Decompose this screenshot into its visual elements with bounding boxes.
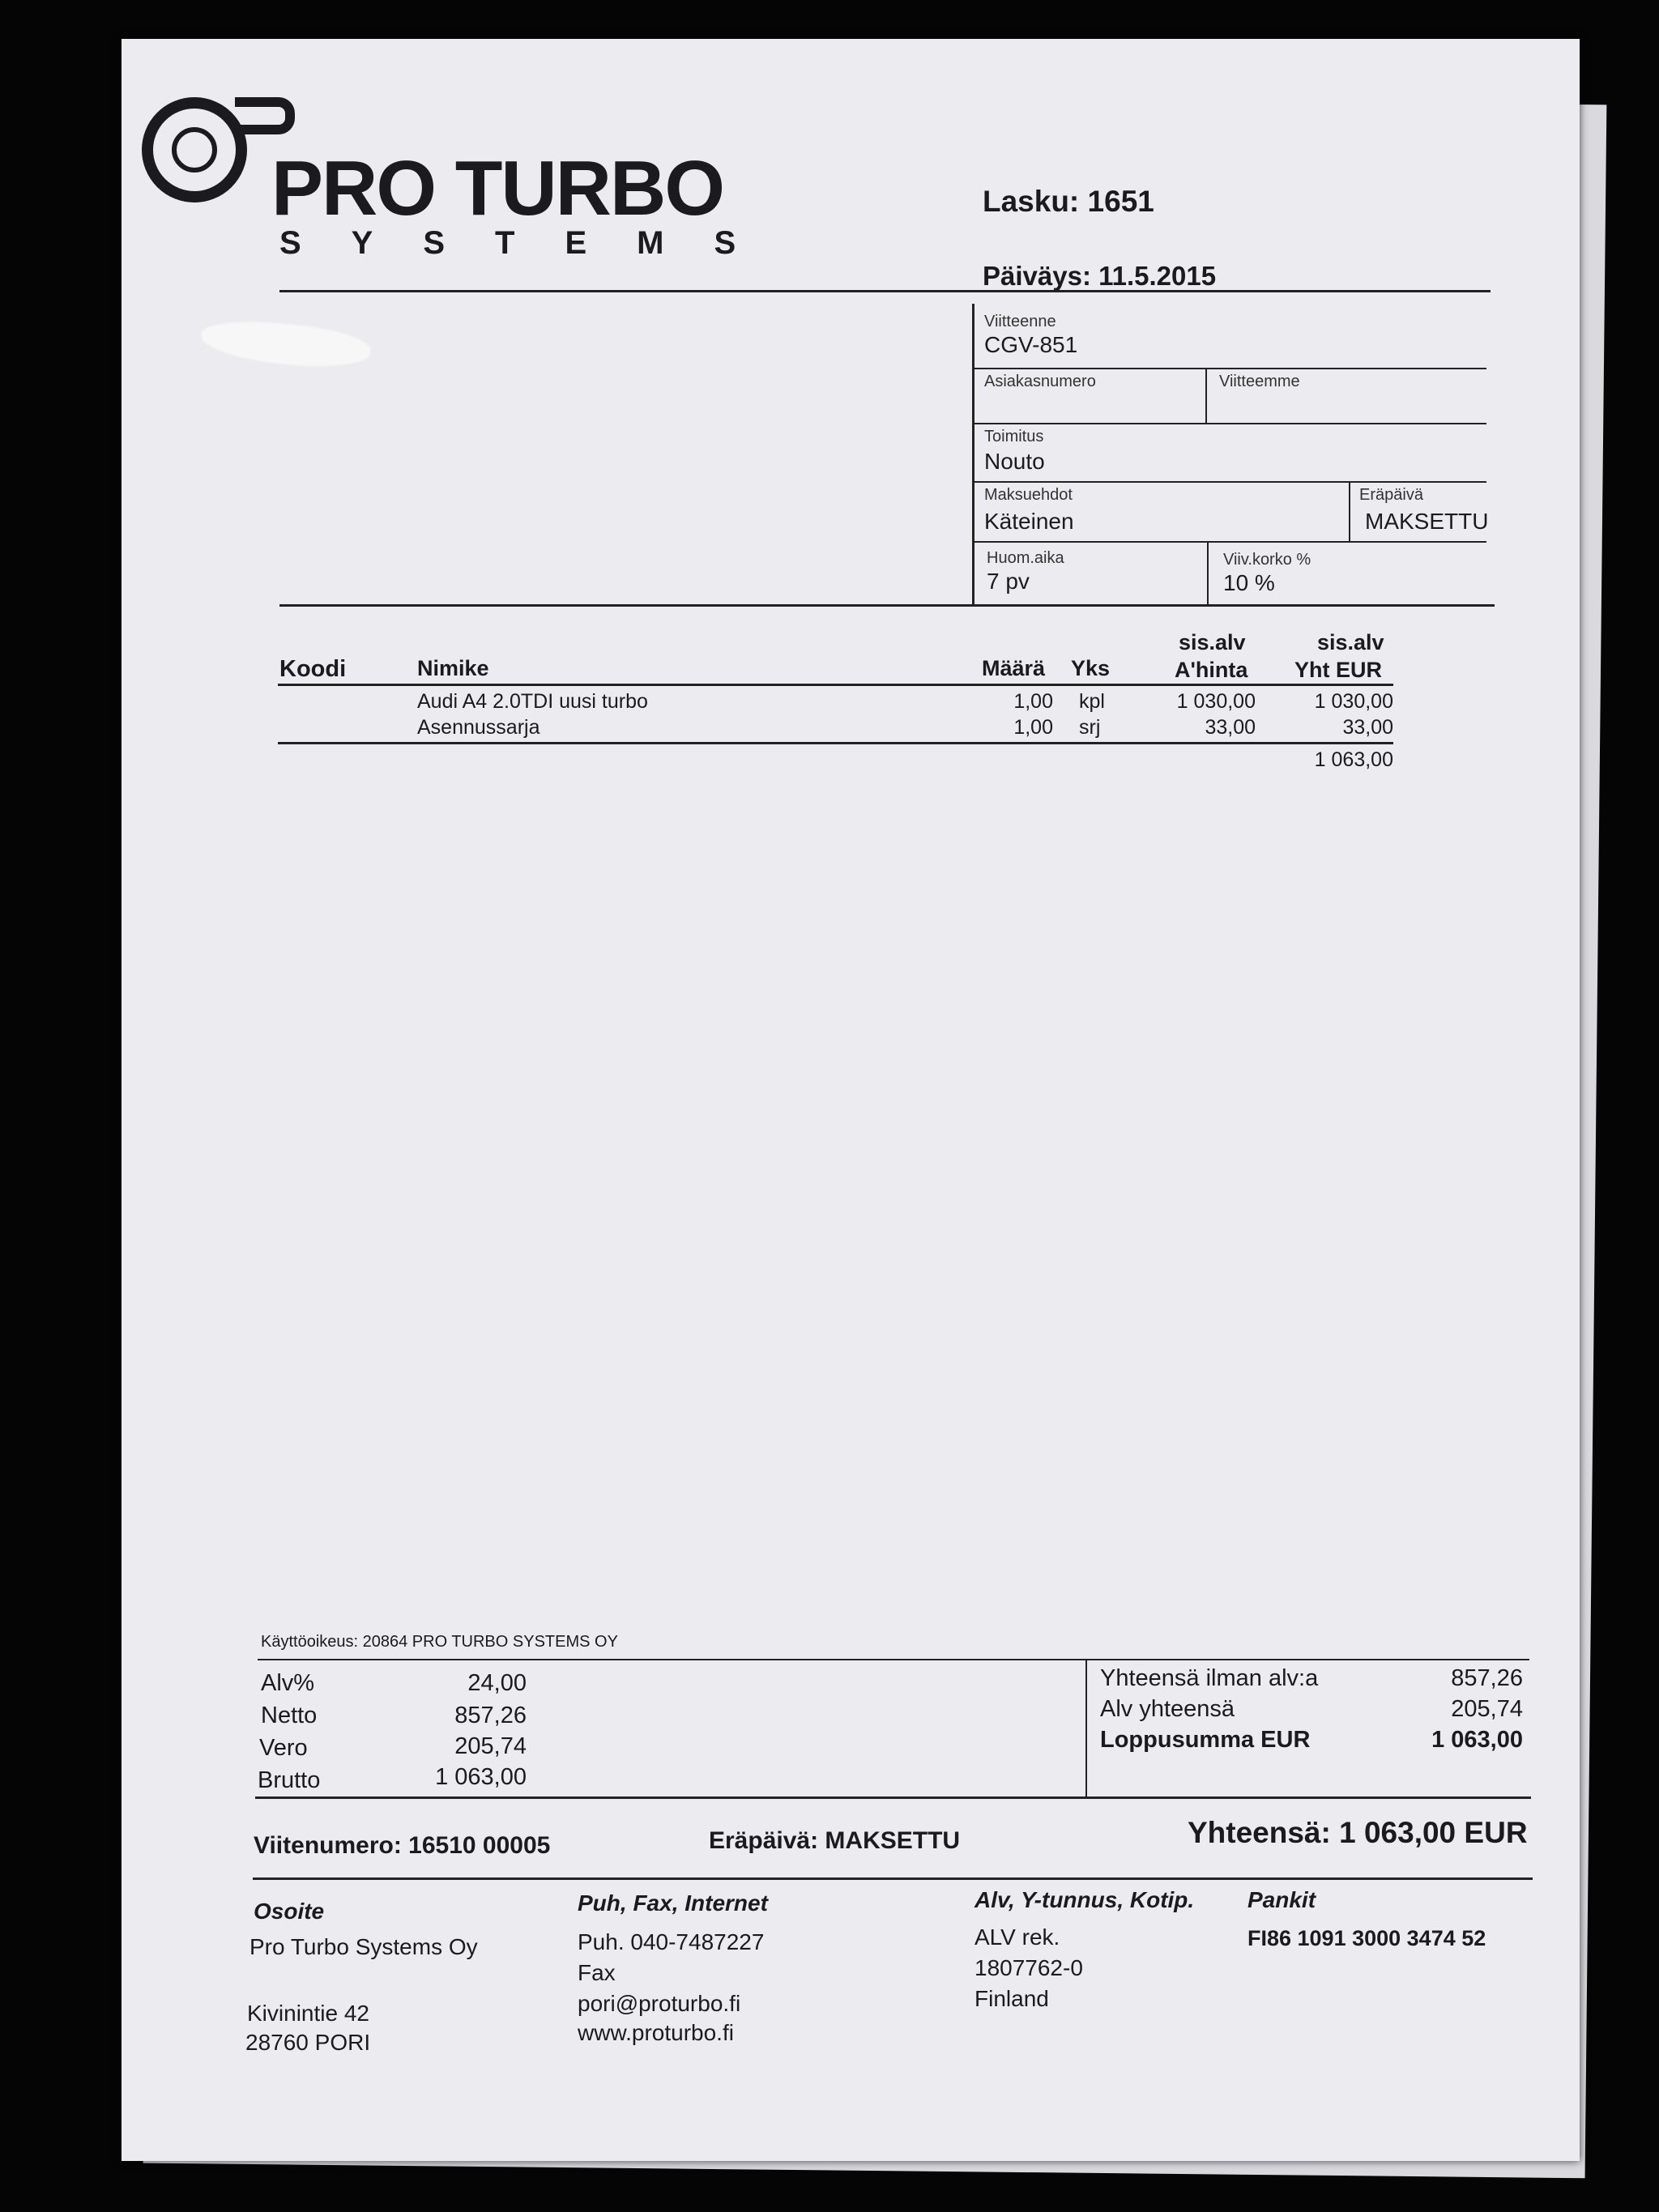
field-rule — [972, 541, 1486, 543]
row-maara: 1,00 — [1013, 716, 1053, 739]
col-header-koodi: Koodi — [279, 656, 347, 682]
vero-label: Vero — [259, 1735, 308, 1761]
payment-erapaiva: Eräpäivä: MAKSETTU — [709, 1827, 961, 1854]
col-header-nimike: Nimike — [417, 656, 489, 680]
row-ahinta: 33,00 — [1205, 716, 1256, 739]
table-subtotal: 1 063,00 — [1314, 748, 1393, 771]
footer-contact-title: Puh, Fax, Internet — [578, 1890, 768, 1916]
footer-osoite-line2: Kivinintie 42 — [247, 2001, 369, 2026]
turbo-logo-inner-icon — [172, 127, 217, 173]
alv-yhteensa-value: 205,74 — [1451, 1696, 1523, 1722]
viiv-korko-value: 10 % — [1223, 570, 1275, 595]
invoice-number: Lasku: 1651 — [983, 185, 1154, 218]
huom-aika-label: Huom.aika — [987, 549, 1064, 567]
loppusumma-label: Loppusumma EUR — [1100, 1727, 1311, 1753]
field-divider — [1207, 541, 1209, 604]
row-yks: kpl — [1079, 690, 1105, 713]
footer-phone: Puh. 040-7487227 — [578, 1929, 765, 1954]
field-grid-divider — [972, 304, 975, 605]
footer-web: www.proturbo.fi — [578, 2020, 734, 2045]
brand-name: PRO TURBO — [271, 145, 723, 232]
huom-aika-value: 7 pv — [987, 569, 1030, 594]
row-ahinta: 1 030,00 — [1176, 690, 1256, 713]
alv-value: 24,00 — [467, 1670, 527, 1696]
netto-value: 857,26 — [454, 1703, 527, 1728]
table-header-rule — [278, 684, 1393, 686]
loppusumma-value: 1 063,00 — [1431, 1727, 1523, 1753]
erapaiva-value: MAKSETTU — [1365, 509, 1489, 534]
field-divider — [1349, 481, 1350, 541]
invoice-date: Päiväys: 11.5.2015 — [983, 261, 1217, 291]
footer-alv-line2: 1807762-0 — [975, 1955, 1083, 1980]
vat-box-divider — [1085, 1660, 1087, 1796]
viitenumero: Viitenumero: 16510 00005 — [254, 1832, 551, 1859]
viitteenne-label: Viitteenne — [984, 313, 1056, 330]
footer-top-rule — [253, 1877, 1533, 1880]
field-divider — [1205, 368, 1207, 423]
col-header-yht: Yht EUR — [1294, 658, 1382, 682]
toimitus-label: Toimitus — [984, 428, 1044, 445]
col-header-maara: Määrä — [982, 656, 1046, 680]
footer-alv-line1: ALV rek. — [975, 1924, 1060, 1950]
footer-bank-title: Pankit — [1247, 1887, 1316, 1912]
table-bottom-rule — [278, 742, 1393, 744]
row-nimike: Audi A4 2.0TDI uusi turbo — [417, 690, 648, 713]
row-yks: srj — [1079, 716, 1101, 739]
viitteemme-label: Viitteemme — [1219, 373, 1300, 390]
footer-bank-iban: FI86 1091 3000 3474 52 — [1247, 1926, 1486, 1950]
col-header-yks: Yks — [1071, 656, 1111, 680]
brand-subtitle: SYSTEMS — [279, 225, 787, 261]
vat-box-top-rule — [258, 1659, 1529, 1660]
alv-label: Alv% — [261, 1670, 315, 1696]
row-maara: 1,00 — [1013, 690, 1053, 713]
brutto-label: Brutto — [258, 1767, 321, 1793]
vat-box-bottom-rule — [255, 1796, 1531, 1799]
footer-alv-line3: Finland — [975, 1986, 1049, 2011]
turbo-logo-spout-icon — [235, 97, 295, 134]
footer-osoite-line3: 28760 PORI — [245, 2030, 371, 2055]
footer-alv-title: Alv, Y-tunnus, Kotip. — [975, 1887, 1195, 1912]
col-header-ahinta: A'hinta — [1175, 658, 1248, 682]
footer-osoite-line1: Pro Turbo Systems Oy — [249, 1934, 478, 1959]
footer-fax: Fax — [578, 1960, 616, 1985]
footer-email: pori@proturbo.fi — [578, 1991, 741, 2016]
yhteensa-ilman-label: Yhteensä ilman alv:a — [1100, 1665, 1319, 1691]
maksuehdot-value: Käteinen — [984, 509, 1074, 534]
field-rule — [972, 481, 1486, 483]
viiv-korko-label: Viiv.korko % — [1223, 551, 1311, 569]
netto-label: Netto — [261, 1703, 318, 1728]
maksuehdot-label: Maksuehdot — [984, 486, 1073, 504]
viitteenne-value: CGV-851 — [984, 332, 1078, 357]
brutto-value: 1 063,00 — [435, 1764, 527, 1790]
header-bottom-rule — [279, 604, 1495, 607]
footer-osoite-title: Osoite — [254, 1899, 325, 1924]
col-header-ahinta-top: sis.alv — [1179, 630, 1246, 654]
license-note: Käyttöoikeus: 20864 PRO TURBO SYSTEMS OY — [261, 1633, 618, 1651]
vero-value: 205,74 — [454, 1733, 527, 1759]
alv-yhteensa-label: Alv yhteensä — [1100, 1696, 1235, 1722]
field-rule — [972, 368, 1486, 369]
col-header-yht-top: sis.alv — [1317, 630, 1384, 654]
row-nimike: Asennussarja — [417, 716, 540, 739]
row-yht: 1 030,00 — [1314, 690, 1393, 713]
erapaiva-label: Eräpäivä — [1359, 486, 1423, 504]
yhteensa-ilman-value: 857,26 — [1451, 1665, 1523, 1691]
asiakasnumero-label: Asiakasnumero — [984, 373, 1096, 390]
field-rule — [972, 423, 1486, 424]
header-top-rule — [279, 290, 1491, 292]
toimitus-value: Nouto — [984, 449, 1045, 474]
payment-total: Yhteensä: 1 063,00 EUR — [1188, 1816, 1528, 1849]
row-yht: 33,00 — [1342, 716, 1393, 739]
